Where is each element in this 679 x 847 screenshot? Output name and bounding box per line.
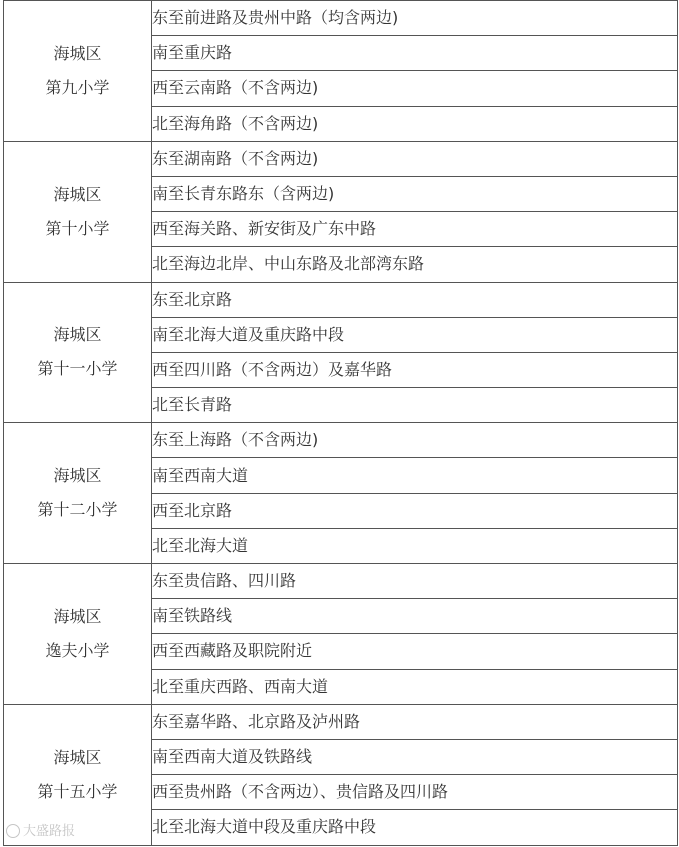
school-name: 第十二小学 (37, 500, 118, 520)
boundary-rule: 南至西南大道 (152, 458, 678, 493)
school-district: 海城区 (53, 184, 102, 204)
boundary-rule: 北至海边北岸、中山东路及北部湾东路 (152, 247, 678, 282)
watermark (6, 820, 75, 839)
school-name: 第十五小学 (37, 781, 118, 801)
school-name: 逸夫小学 (45, 640, 110, 660)
school-district: 海城区 (53, 606, 102, 626)
boundary-rule: 东至上海路（不含两边) (152, 423, 678, 458)
school-cell (4, 282, 152, 423)
boundary-rule: 东至嘉华路、北京路及泸州路 (152, 704, 678, 739)
boundary-rule: 南至铁路线 (152, 599, 678, 634)
school-zone-table-body (4, 1, 678, 846)
boundary-rule: 北至北海大道中段及重庆路中段 (152, 810, 678, 845)
school-cell (4, 1, 152, 142)
boundary-rule: 西至贵州路（不含两边）、贵信路及四川路 (152, 775, 678, 810)
boundary-rule: 东至湖南路（不含两边) (152, 141, 678, 176)
boundary-rule: 北至重庆西路、西南大道 (152, 669, 678, 704)
boundary-rule: 东至前进路及贵州中路（均含两边) (152, 1, 678, 36)
table-row (4, 704, 678, 739)
boundary-rule: 南至北海大道及重庆路中段 (152, 317, 678, 352)
boundary-rule: 南至西南大道及铁路线 (152, 739, 678, 774)
school-district: 海城区 (53, 747, 102, 767)
boundary-rule: 北至海角路（不含两边) (152, 106, 678, 141)
boundary-rule: 南至长青东路东（含两边) (152, 176, 678, 211)
table-row (4, 282, 678, 317)
boundary-rule: 东至北京路 (152, 282, 678, 317)
boundary-rule: 西至海关路、新安街及广东中路 (152, 212, 678, 247)
table-row (4, 141, 678, 176)
school-cell (4, 141, 152, 282)
school-name: 第九小学 (45, 77, 110, 97)
school-district: 海城区 (53, 43, 102, 63)
table-row (4, 564, 678, 599)
school-name: 第十一小学 (37, 359, 118, 379)
boundary-rule: 西至云南路（不含两边) (152, 71, 678, 106)
boundary-rule: 西至西藏路及职院附近 (152, 634, 678, 669)
boundary-rule: 南至重庆路 (152, 36, 678, 71)
school-district: 海城区 (53, 325, 102, 345)
school-cell (4, 564, 152, 705)
school-district: 海城区 (53, 466, 102, 486)
boundary-rule: 北至北海大道 (152, 528, 678, 563)
boundary-rule: 西至四川路（不含两边）及嘉华路 (152, 352, 678, 387)
boundary-rule: 西至北京路 (152, 493, 678, 528)
circle-logo-icon (6, 824, 20, 838)
table-row (4, 1, 678, 36)
boundary-rule: 北至长青路 (152, 388, 678, 423)
school-cell (4, 423, 152, 564)
table-row (4, 423, 678, 458)
boundary-rule: 东至贵信路、四川路 (152, 564, 678, 599)
school-name: 第十小学 (45, 218, 110, 238)
school-zone-table (3, 0, 678, 846)
watermark-text: 大盛路报 (23, 824, 76, 839)
